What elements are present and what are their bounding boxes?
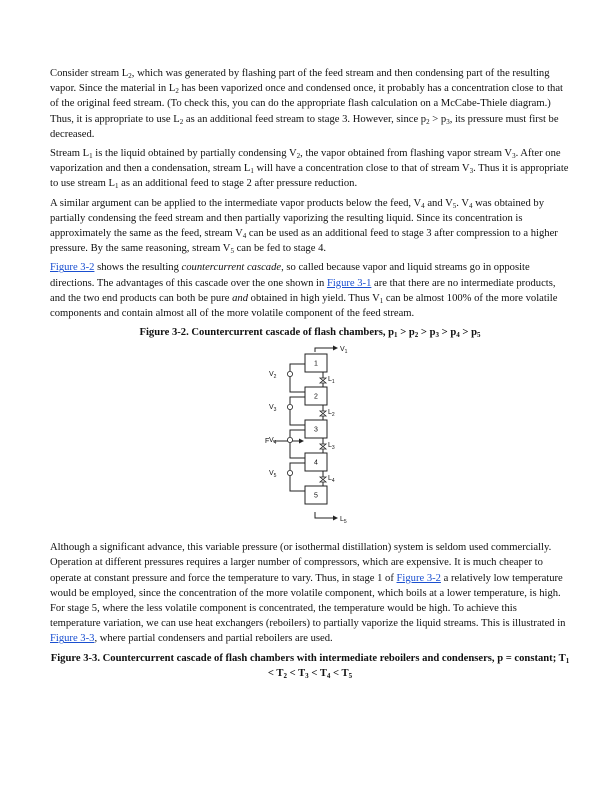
vapor-label-2: $V_2$: [269, 371, 277, 381]
figure-3-3-caption: Figure 3-3. Countercurrent cascade of flash chambers with intermediate reboilers and condensers, p = constant; $T_1 < T_2 < T_3 < T_4 < T_5$: [50, 652, 570, 680]
figure-3-2-diagram: [50, 344, 570, 534]
vapor-label-3: $V_3$: [269, 404, 277, 414]
vapor-line-3: [290, 397, 305, 425]
liquid-label-4: $L_4$: [328, 475, 335, 485]
liquid-label-1: $L_1$: [328, 376, 335, 386]
valve-icon-3: [320, 444, 326, 449]
l5-label: $L_5$: [340, 516, 347, 526]
paragraph-variable-pressure: Although a significant advance, this variable pressure (or isothermal distillation) system is seldom used commercially. Operation at different pressures requires a larger number of compressors, which are expensive. It is much cheaper to operate at constant pressure and force the temperature to vary. Thus, in stage 1 of Figure 3-2 a relatively low temperature would be employed, since the concentration of the more volatile component, which boils at a lower temperature, is high. For stage 5, where the less volatile component is concentrated, the temperature would be high. To achieve this temperature variation, we can use heat exchangers (reboilers) to partially vaporize the liquid streams. This is illustrated in Figure 3-3, where partial condensers and partial reboilers are used.: [50, 542, 566, 645]
l5-product-line: [315, 512, 337, 518]
valve-icon-1: [320, 378, 326, 383]
figure-3-3-link[interactable]: Figure 3-3: [50, 633, 95, 645]
figure-3-2-caption: Figure 3-2. Countercurrent cascade of flash chambers, $p_1 > p_2 > p_3 > p_4 > p_5$: [139, 327, 481, 340]
stage-4-label: 4: [314, 459, 318, 467]
valve-icon-2: [320, 411, 326, 416]
figure-3-2-link[interactable]: Figure 3-2: [50, 262, 95, 274]
paragraph-stream-l2: Consider stream $L_2$, which was generated by flashing part of the feed stream and then condensing part of the resulting vapor. Since the material in $L_2$ has been vaporized once and condensed once, it probably has a concentration close to that of the original feed stream. (To check this, you can do the appropriate flash calculation on a McCabe-Thiele diagram.) Thus, it is appropriate to use $L_2$ as an additional feed stream to stage 3. However, since $p_2 > p_3$, its pressure must first be decreased.: [50, 68, 564, 140]
stage-5-label: 5: [314, 492, 318, 500]
feed-label: F: [265, 438, 270, 446]
vapor-line-4: [290, 430, 305, 458]
vapor-label-4: $V_4$: [269, 437, 277, 447]
compressor-icon-5: [287, 471, 292, 476]
liquid-label-3: $L_3$: [328, 442, 335, 452]
document-page: [50, 66, 570, 685]
paragraph-countercurrent: Figure 3-2 shows the resulting countercurrent cascade, so called because vapor and liquid streams go in opposite directions. The advantages of this cascade over the one shown in Figure 3-1 are that there are no intermediate products, and the two end products can both be pure and obtained in high yield. Thus $V_1$ can be almost 100% of the more volatile components and contain almost all of the more volatile component of the feed stream.: [50, 262, 558, 320]
valve-icon-4: [320, 477, 326, 482]
liquid-label-2: $L_2$: [328, 409, 335, 419]
vapor-label-5: $V_5$: [269, 470, 277, 480]
figure-3-2-link-2[interactable]: Figure 3-2: [396, 572, 441, 584]
v1-label: $V_1$: [340, 346, 348, 356]
stage-3-label: 3: [314, 426, 318, 434]
vapor-line-5: [290, 463, 305, 491]
cascade-diagram-svg: [255, 344, 405, 534]
vapor-line-2: [290, 364, 305, 392]
stage-1-label: 1: [314, 360, 318, 368]
compressor-icon-3: [287, 405, 292, 410]
compressor-icon-4: [287, 438, 292, 443]
paragraph-stream-l1: Stream $L_1$ is the liquid obtained by partially condensing $V_2$, the vapor obtained from flashing vapor stream $V_3$. After one vaporization and then a condensation, stream $L_1$ will have a concentration close to that of stream $V_3$. Thus it is appropriate to use stream $L_1$ as an additional feed to stage 2 after pressure reduction.: [50, 148, 569, 191]
stage-2-label: 2: [314, 393, 318, 401]
compressor-icon-2: [287, 372, 292, 377]
v1-product-line: [315, 348, 337, 352]
figure-3-1-link[interactable]: Figure 3-1: [326, 277, 372, 289]
paragraph-vapor-products: A similar argument can be applied to the intermediate vapor products below the feed, $V_4$ and $V_5$. $V_4$ was obtained by partially condensing the feed stream and then partially vaporizing the resulting liquid. Since its concentration is approximately the same as the feed, stream $V_4$ can be used as an additional feed to stage 3 after compression to a higher pressure. By the same reasoning, stream $V_5$ can be fed to stage 4.: [50, 197, 558, 256]
